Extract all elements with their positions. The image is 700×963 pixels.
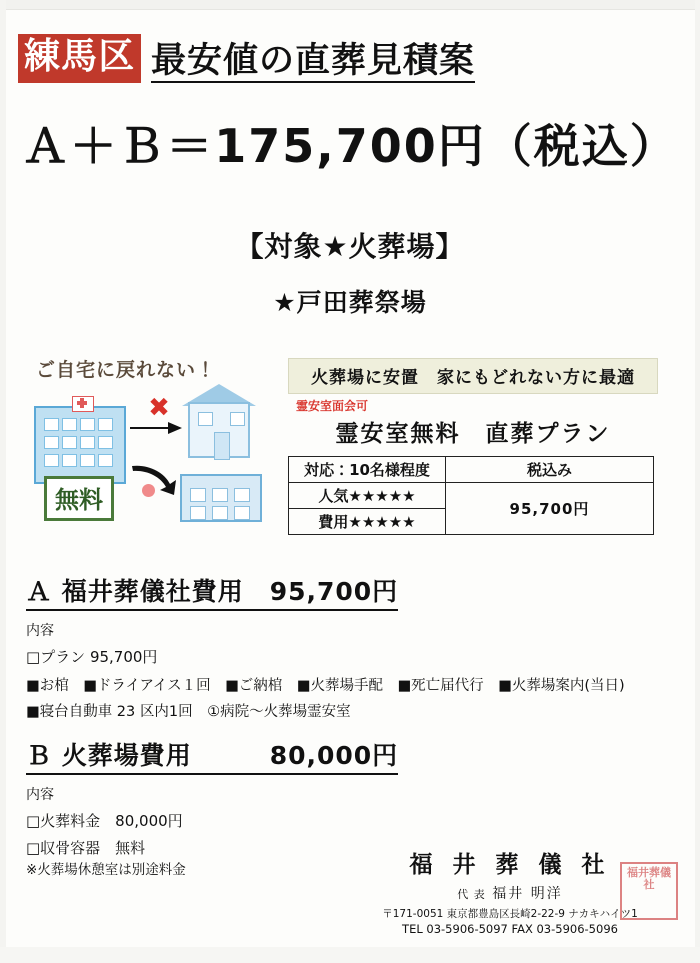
plan-block: [288, 358, 658, 535]
section-a-heading: Ａ 福井葬儀社費用 95,700円: [26, 572, 398, 611]
hospital-icon: [34, 406, 126, 484]
section-a-items-line-2: ■寝台自動車 23 区内1回 ①病院～火葬場霊安室: [26, 703, 351, 720]
plan-price-table: [288, 456, 654, 535]
red-dot-icon: [142, 484, 155, 497]
company-address: 〒171-0051 東京都豊島区長崎2-22-9 ナカキハイツ1: [382, 908, 638, 920]
plan-title: 霊安室無料 直葬プラン: [335, 421, 611, 447]
section-a: [26, 572, 666, 725]
table-row: [289, 457, 654, 483]
scan-edge-bottom: [0, 947, 700, 963]
scan-edge-top: [0, 0, 700, 10]
plan-tax-label: 税込み: [446, 457, 654, 483]
company-block: [360, 846, 660, 936]
page-title-row: [18, 34, 678, 83]
crematory-name: ★戸田葬祭場: [273, 288, 427, 317]
x-mark-icon: ✖: [148, 393, 170, 423]
illustration-canvas: [30, 388, 275, 523]
footnote: ※火葬場休憩室は別途料金: [26, 862, 186, 878]
representative-name: 福井 明洋: [492, 886, 563, 902]
plan-banner: 火葬場に安置 家にもどれない方に最適: [288, 358, 658, 394]
section-b-line-2: □収骨容器 無料: [26, 839, 146, 857]
illustration-caption: ご自宅に戻れない！: [36, 359, 217, 381]
target-heading-text: 【対象★火葬場】: [235, 230, 465, 263]
target-heading: [0, 225, 700, 265]
plan-capacity-label: 対応：10名様程度: [289, 457, 446, 483]
page-title: 最安値の直葬見積案: [151, 41, 476, 81]
company-seal-stamp: 福井葬儀社: [620, 862, 678, 920]
section-b: [26, 736, 666, 858]
representative-label: 代 表: [457, 888, 486, 901]
plan-cost-label: 費用★★★★★: [289, 509, 446, 535]
arrow-right-icon: [130, 422, 182, 434]
company-name: 福 井 葬 儀 社: [409, 851, 611, 878]
table-row: [289, 483, 654, 509]
illustration-block: [30, 355, 275, 530]
plan-price-value: 95,700円: [446, 483, 654, 535]
section-a-items-line-1: ■お棺 ■ドライアイス１回 ■ご納棺 ■火葬場手配 ■死亡届代行 ■火葬場案内(当日): [26, 678, 625, 694]
section-a-plan-line: □プラン 95,700円: [26, 648, 158, 666]
funeral-facility-icon: [180, 474, 262, 522]
section-b-heading: Ｂ 火葬場費用 80,000円: [26, 736, 398, 775]
total-price-line: Ａ＋Ｂ＝175,700円（税込）: [22, 119, 678, 173]
ward-badge: 練馬区: [18, 34, 141, 83]
company-telephone: TEL 03-5906-5097 FAX 03-5906-5096: [402, 922, 618, 936]
free-tag: 無料: [44, 476, 114, 521]
section-a-subtitle: 内容: [26, 623, 54, 639]
section-b-subtitle: 内容: [26, 787, 54, 803]
company-representative: [360, 883, 660, 903]
plan-popularity-label: 人気★★★★★: [289, 483, 446, 509]
plan-note: 霊安室面会可: [296, 399, 369, 413]
arrow-curve-icon: [130, 462, 182, 496]
section-b-line-1: □火葬料金 80,000円: [26, 812, 183, 830]
house-icon: [188, 402, 250, 458]
